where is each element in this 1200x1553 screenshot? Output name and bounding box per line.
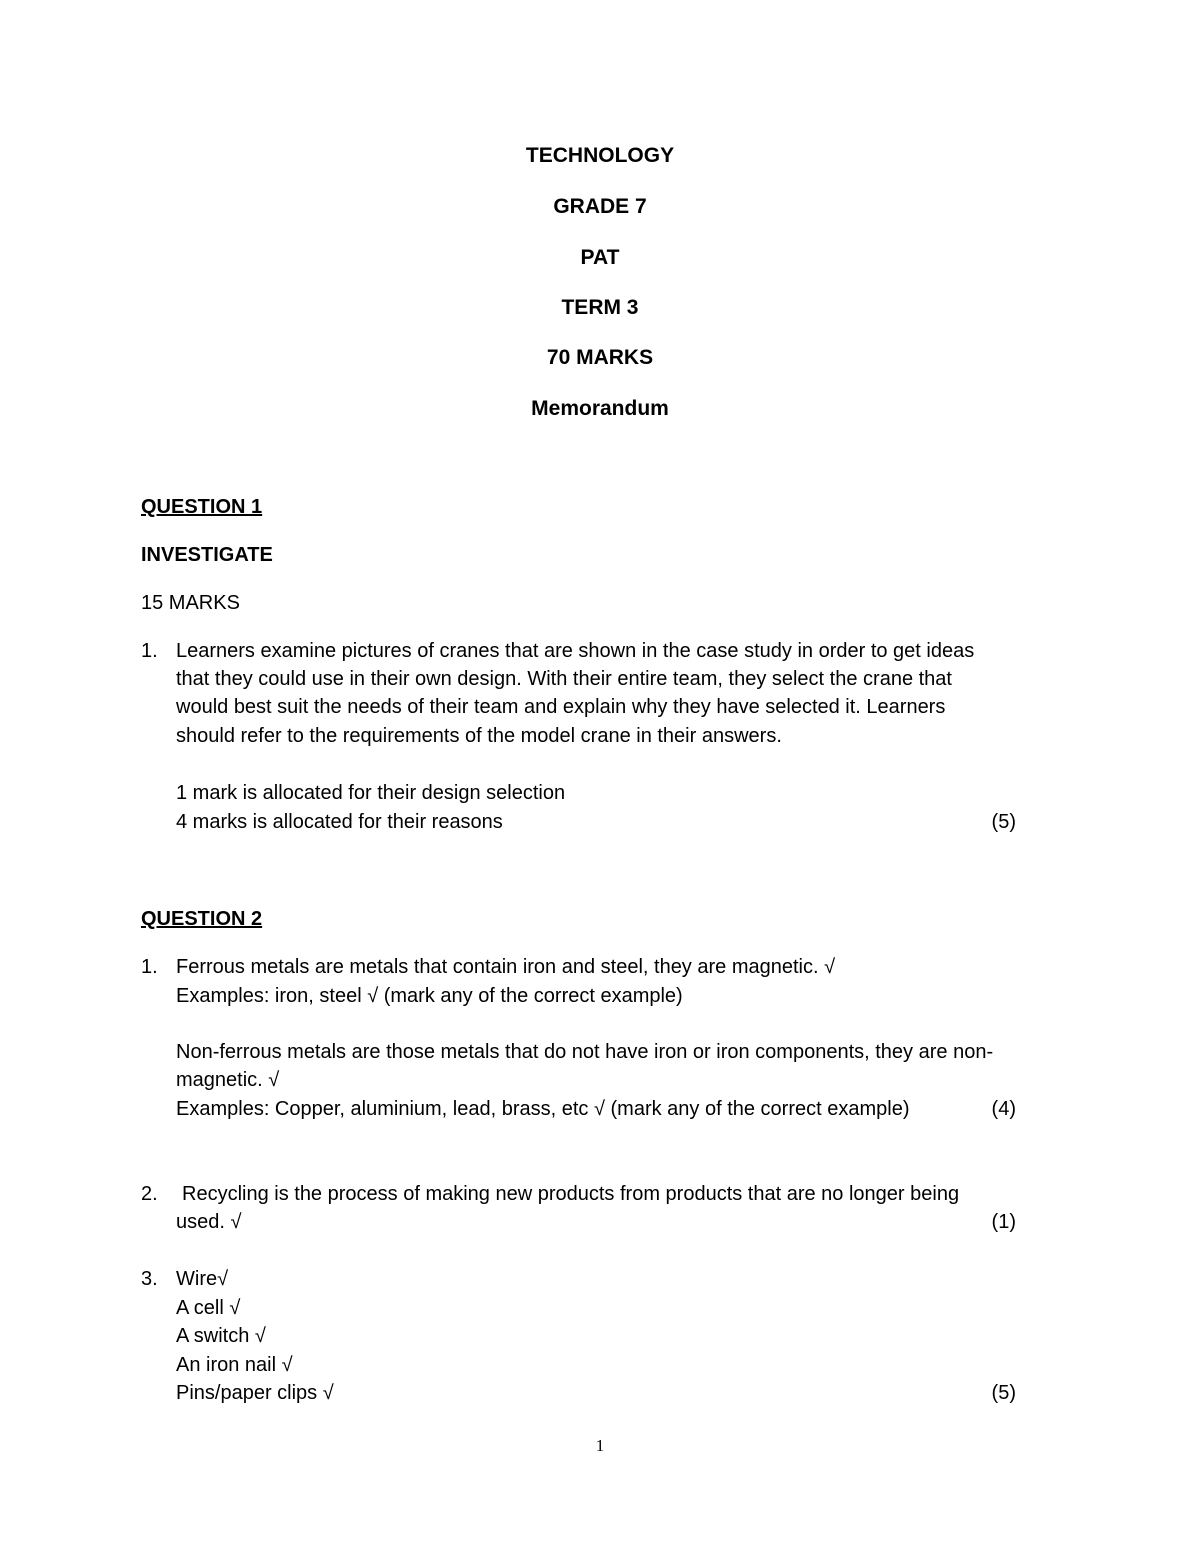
q2-item-3-number: 3. <box>141 1268 158 1290</box>
q2-item-1-mark: (4) <box>991 1098 1016 1120</box>
term-title: TERM 3 <box>561 296 639 319</box>
page-number: 1 <box>595 1436 605 1455</box>
q1-item-1-line: would best suit the needs of their team and explain why they have selected it. Learners <box>176 696 946 718</box>
q2-item-1-line: Ferrous metals are metals that contain iron and steel, they are magnetic. √ <box>176 956 836 978</box>
q2-item-1-line: Examples: Copper, aluminium, lead, brass, etc √ (mark any of the correct example) <box>176 1098 910 1120</box>
question-1-marks: 15 MARKS <box>141 592 240 614</box>
q2-item-2-mark: (1) <box>991 1211 1016 1233</box>
q2-item-2-number: 2. <box>141 1183 158 1205</box>
q1-allocation-line: 1 mark is allocated for their design selection <box>176 782 566 804</box>
q2-item-1-number: 1. <box>141 956 158 978</box>
q2-item-3-line: A switch √ <box>176 1325 266 1347</box>
q2-item-3-mark: (5) <box>991 1382 1016 1404</box>
q1-item-1-number: 1. <box>141 640 158 662</box>
q1-item-1-line: Learners examine pictures of cranes that are shown in the case study in order to get ideas <box>176 640 975 662</box>
q2-item-1-line: Non-ferrous metals are those metals that do not have iron or iron components, they are non- <box>176 1041 994 1063</box>
q2-item-1-line: magnetic. √ <box>176 1069 280 1091</box>
q2-item-2-line: Recycling is the process of making new products from products that are no longer being <box>182 1183 960 1205</box>
document-type-title: Memorandum <box>531 397 669 420</box>
q1-item-1-line: should refer to the requirements of the model crane in their answers. <box>176 725 782 747</box>
grade-title: GRADE 7 <box>553 195 647 218</box>
q1-item-1-line: that they could use in their own design. With their entire team, they select the crane that <box>176 668 952 690</box>
question-2-heading: QUESTION 2 <box>141 908 263 930</box>
task-title: PAT <box>580 246 620 269</box>
total-marks-title: 70 MARKS <box>546 346 654 369</box>
q2-item-3-line: Wire√ <box>176 1268 229 1290</box>
q2-item-3-line: An iron nail √ <box>176 1354 293 1376</box>
subject-title: TECHNOLOGY <box>525 144 675 167</box>
q2-item-3-line: A cell √ <box>176 1297 241 1319</box>
question-1-subheading: INVESTIGATE <box>141 544 273 566</box>
q1-item-1-mark: (5) <box>991 811 1016 833</box>
q2-item-1-line: Examples: iron, steel √ (mark any of the correct example) <box>176 985 683 1007</box>
question-1-heading: QUESTION 1 <box>141 496 263 518</box>
q1-allocation-line: 4 marks is allocated for their reasons <box>176 811 503 833</box>
q2-item-2-line: used. √ <box>176 1211 242 1233</box>
q2-item-3-line: Pins/paper clips √ <box>176 1382 334 1404</box>
